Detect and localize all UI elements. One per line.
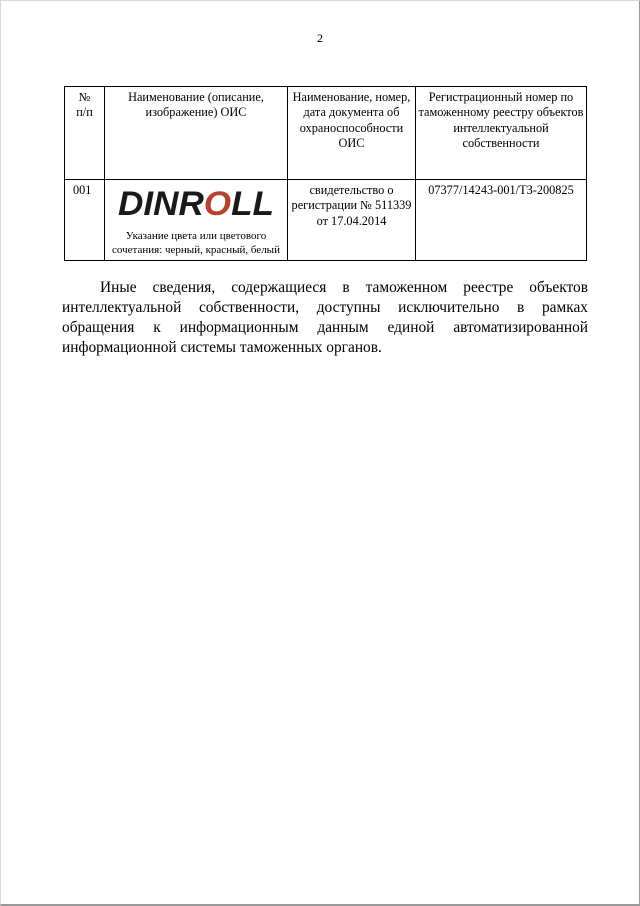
page-number: 2 xyxy=(317,31,323,45)
header-name-line2: изображение) ОИС xyxy=(145,105,247,120)
row-registry-number: 07377/14243-001/ТЗ-200825 xyxy=(416,180,587,261)
logo-text-red: O xyxy=(203,186,231,218)
logo-text-black: DINR xyxy=(118,186,202,218)
header-number-line2: п/п xyxy=(76,105,93,120)
header-number-line1: № xyxy=(78,90,91,104)
header-number xyxy=(65,87,105,180)
color-note-line1: Указание цвета или цветового xyxy=(125,230,267,242)
header-name-line1: Наименование (описание, xyxy=(128,90,264,104)
header-registry: Регистрационный номер по таможенному реестру объектов интеллектуальной собственности xyxy=(416,87,587,180)
table-row xyxy=(65,180,587,261)
dinroll-logo xyxy=(116,186,276,218)
header-name xyxy=(105,87,288,180)
row-document: свидетельство о регистрации № 511339 от 17.04.2014 xyxy=(288,180,416,261)
row-number: 001 xyxy=(65,180,105,261)
info-paragraph: Иные сведения, содержащиеся в таможенном реестре объектов интеллектуальной собственности, доступны исключительно в рамках обращения к информационным данным единой автоматизированной информационной системы таможенных органов. xyxy=(62,279,588,356)
color-note xyxy=(107,230,285,257)
row-trademark xyxy=(105,180,288,261)
logo-text-black-end: LL xyxy=(231,186,273,218)
header-document: Наименование, номер, дата документа об охраноспособности ОИС xyxy=(288,87,416,180)
ois-table xyxy=(64,86,587,261)
table-header-row xyxy=(65,87,587,180)
color-note-line2: сочетания: черный, красный, белый xyxy=(112,243,280,256)
svg-text:DINROLL xyxy=(118,186,274,218)
